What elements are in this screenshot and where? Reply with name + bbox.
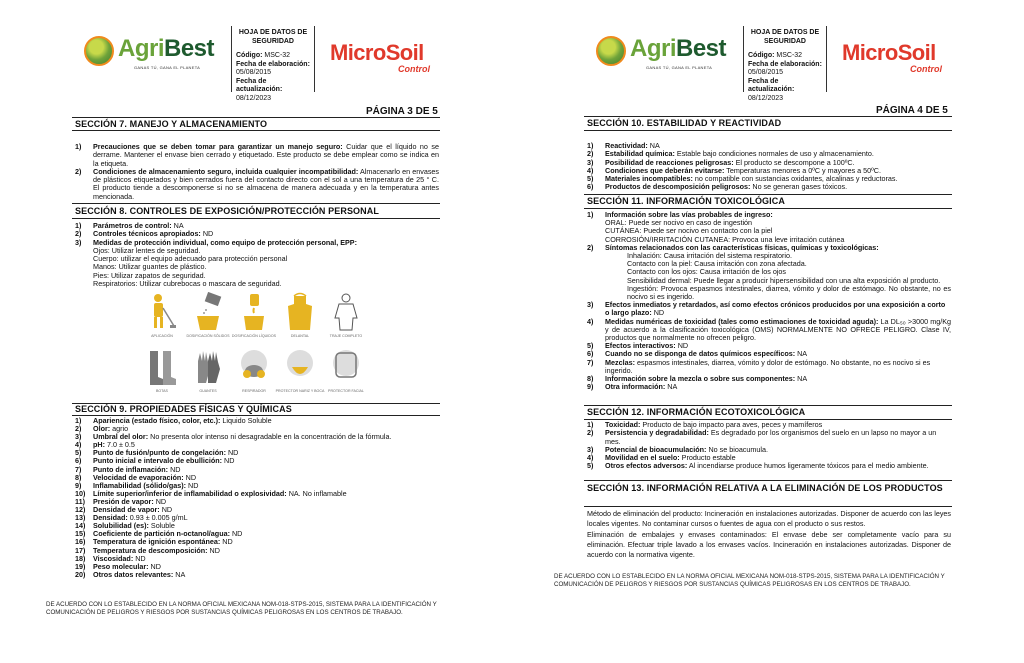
agribest-globe-icon xyxy=(84,36,114,66)
divider xyxy=(72,130,440,131)
list-item: 1) Toxicidad: Producto de bajo impacto para aves, peces y mamíferos xyxy=(587,420,823,429)
list-item: 1) Parámetros de control: NA xyxy=(75,221,184,230)
section-12-content xyxy=(587,421,951,471)
list-item: 18) Viscosidad: ND xyxy=(75,553,146,563)
list-item: 16) Temperatura de ignición espontánea: ND xyxy=(75,537,233,547)
list-item: 6) Cuando no se disponga de datos químicos específicos: NA xyxy=(587,349,808,359)
dosificacion-liquidos-icon: DOSIFICACIÓN LÍQUIDOS xyxy=(232,292,276,344)
list-subitem: Inhalación: Causa irritación del sistema respiratorio. xyxy=(627,251,792,261)
list-item: 2) Controles técnicos apropiados: ND xyxy=(75,229,214,239)
epp-line: Pies: Utilizar zapatos de seguridad. xyxy=(93,270,206,280)
protector-nariz-boca-icon: PROTECTOR NARIZ Y BOCA xyxy=(278,347,322,399)
list-item: 3) Efectos inmediatos y retardados, así como efectos crónicos producidos por una exposición a corto o largo plazo: ND xyxy=(587,300,946,318)
section-10-title: SECCIÓN 10. ESTABILIDAD Y REACTIVIDAD xyxy=(587,118,782,128)
agribest-globe-icon xyxy=(596,36,626,66)
divider xyxy=(72,218,440,219)
list-item: 19) Peso molecular: ND xyxy=(75,561,161,571)
list-item: 6) Punto inicial e intervalo de ebullición: ND xyxy=(75,456,235,466)
section-12-title: SECCIÓN 12. INFORMACIÓN ECOTOXICOLÓGICA xyxy=(587,407,806,417)
divider xyxy=(584,506,952,507)
delantal-icon: DELANTAL xyxy=(278,292,322,344)
section-7-content xyxy=(75,143,439,201)
list-item: 15) Coeficiente de partición n-octanol/agua: ND xyxy=(75,529,243,539)
list-item: 5) Materiales incompatibles: no compatible con sustancias oxidantes, alcalinas y reductoras. xyxy=(587,174,898,184)
list-item: 7) Punto de inflamación: ND xyxy=(75,464,181,474)
page-header xyxy=(596,26,946,102)
list-item: 1) Precauciones que se deben tomar para garantizar un manejo seguro: Cuidar que el líquido no se derrame. Mantener el envase bien cerrado y etiquetado. Este producto se debe emplear como se indica en la etiqueta. xyxy=(75,142,439,168)
list-subitem: CORROSIÓN/IRRITACIÓN CUTANEA: Provoca una leve irritación cutánea xyxy=(605,234,845,244)
protector-facial-icon: PROTECTOR FACIAL xyxy=(324,347,368,399)
list-item: 9) Inflamabilidad (sólido/gas): ND xyxy=(75,480,199,490)
list-subitem: CUTÁNEA: Puede ser nocivo en contacto con la piel xyxy=(605,226,773,236)
section-8-title: SECCIÓN 8. CONTROLES DE EXPOSICIÓN/PROTECCIÓN PERSONAL xyxy=(75,206,379,216)
traje-completo-icon: TRAJE COMPLETO xyxy=(324,292,368,344)
list-item: 2) Persistencia y degradabilidad: Es degradado por los organismos del suelo en un lapso no mayor a un mes. xyxy=(587,428,937,446)
list-item: 4) pH: 7.0 ± 0.5 xyxy=(75,440,135,450)
list-item: 7) Mezclas: espasmos intestinales, diarrea, vómito y dolor de estómago. No obstante, no es nocivo si es ingerido. xyxy=(587,357,931,375)
list-item: 20) Otros datos relevantes: NA xyxy=(75,569,186,579)
divider xyxy=(584,130,952,131)
list-item: 2) Condiciones de almacenamiento seguro, incluida cualquier incompatibilidad: Almacenarlo en envases de plásticos etiquetados y bien cerrados fuera del contacto directo con el sol a una temperatura de 25 ° C. El producto tiende a descomponerse si no se almacena de manera adecuada y en la temperatura antes mencionada. xyxy=(75,166,440,201)
divider xyxy=(584,116,952,117)
list-item: 3) Potencial de bioacumulación: No se bioacumula. xyxy=(587,444,768,454)
section-10-content xyxy=(587,142,951,192)
list-item: 3) Posibilidad de reacciones peligrosas: El producto se descompone a 100ºC. xyxy=(587,157,855,167)
document-info-box: HOJA DE DATOS DE SEGURIDAD Código: MSC-32 Fecha de elaboración: 05/08/2015 Fecha de actualización: 08/12/2023 xyxy=(231,26,315,92)
list-item: 1) Información sobre las vías probables de ingreso: xyxy=(587,210,773,219)
list-item: 3) Medidas de protección individual, como equipo de protección personal, EPP: xyxy=(75,237,357,247)
page-number: PÁGINA 4 DE 5 xyxy=(876,105,948,116)
list-subitem: Contacto con los ojos: Causa irritación de los ojos xyxy=(627,267,787,277)
list-subitem: Ingestión: Provoca espasmos intestinales, diarrea, vómito y dolor de estómago. No obstante, no es nocivo si es ingerido. xyxy=(627,283,951,302)
list-item: 10) Límite superior/inferior de inflamabilidad o explosividad: NA. No inflamable xyxy=(75,488,347,498)
list-item: 14) Solubilidad (es): Soluble xyxy=(75,521,175,531)
microsoil-logo: MicroSoil Control xyxy=(842,40,942,74)
list-item: 2) Síntomas relacionados con las características físicas, químicas y toxicológicas: xyxy=(587,242,879,252)
respirador-icon: RESPIRADOR xyxy=(232,347,276,399)
list-item: 11) Presión de vapor: ND xyxy=(75,496,167,506)
page-number: PÁGINA 3 DE 5 xyxy=(366,106,438,117)
aplicacion-icon: APLICACIÓN xyxy=(140,292,184,344)
list-item: 4) Medidas numéricas de toxicidad (tales como estimaciones de toxicidad aguda): La DL₅₀ >3000 mg/Kg y de acuerdo a la clasificación toxicológica (OMS) NORMALMENTE NO OFRECE PELIGRO. Clase IV, productos que normalmente no ofrecen peligro. xyxy=(587,316,951,343)
section-13-title: SECCIÓN 13. INFORMACIÓN RELATIVA A LA ELIMINACIÓN DE LOS PRODUCTOS xyxy=(587,483,943,493)
document-info-box: HOJA DE DATOS DE SEGURIDAD Código: MSC-32 Fecha de elaboración: 05/08/2015 Fecha de actualización: 08/12/2023 xyxy=(743,26,827,92)
list-subitem: ORAL: Puede ser nocivo en caso de ingestión xyxy=(605,218,753,228)
page-header xyxy=(84,26,434,102)
list-item: 1) Reactividad: NA xyxy=(587,141,660,150)
page-footer: DE ACUERDO CON LO ESTABLECIDO EN LA NORMA OFICIAL MEXICANA NOM-018-STPS-2015, SISTEMA PARA LA IDENTIFICACIÓN Y COMUNICACIÓN DE PELIGROS Y RIESGOS POR SUSTANCIAS QUÍMICAS PELIGROSAS EN LOS CENTROS DE TRABAJO. xyxy=(46,601,437,616)
list-item: 8) Información sobre la mezcla o sobre sus componentes: NA xyxy=(587,374,808,384)
divider xyxy=(584,480,952,481)
epp-line: Ojos: Utilizar lentes de seguridad. xyxy=(93,245,201,255)
list-item: 4) Condiciones que deberán evitarse: Temperaturas menores a 0ºC y mayores a 50ºC. xyxy=(587,165,881,175)
dosificacion-solidos-icon: DOSIFICACIÓN SÓLIDOS xyxy=(186,292,230,344)
list-item: 9) Otra información: NA xyxy=(587,382,678,392)
page-footer: DE ACUERDO CON LO ESTABLECIDO EN LA NORMA OFICIAL MEXICANA NOM-018-STPS-2015, SISTEMA PARA LA IDENTIFICACIÓN Y COMUNICACIÓN DE PELIGROS Y RIESGOS POR SUSTANCIAS QUÍMICAS PELIGROSAS EN LOS CENTROS DE TRABAJO. xyxy=(554,573,945,588)
epp-line: Respiratorios: Utilizar cubrebocas o mascara de seguridad. xyxy=(93,279,282,289)
list-subitem: Contacto con la piel: Causa irritación con zona afectada. xyxy=(627,259,807,269)
list-item: 3) Umbral del olor: No presenta olor intenso ni desagradable en la concentración de la fórmula. xyxy=(75,432,392,442)
list-item: 6) Productos de descomposición peligrosos: No se generan gases tóxicos. xyxy=(587,182,848,192)
paragraph: Método de eliminación del producto: Incineración en instalaciones autorizadas. Disponer de acuerdo con las leyes locales vigentes. No contaminar cursos o fuentes de agua con el producto o sus restos. xyxy=(587,509,951,529)
list-item: 5) Efectos interactivos: ND xyxy=(587,341,689,351)
agribest-logo: AgriBest GANAS TÚ, GANA EL PLANETA xyxy=(84,34,224,74)
list-item: 4) Movilidad en el suelo: Producto estable xyxy=(587,453,736,463)
section-9-content xyxy=(75,417,439,579)
paragraph: Eliminación de embalajes y envases contaminados: El envase debe ser completamente vacío para su eliminación. Efectuar triple lavado a los envases vacíos. Incineración en instalaciones autorizadas. Disponer de acuerdo con la normativa vigente. xyxy=(587,529,951,560)
divider xyxy=(584,405,952,406)
list-item: 2) Olor: agrio xyxy=(75,424,129,434)
section-8-content xyxy=(75,222,439,288)
guantes-icon: GUANTES xyxy=(186,347,230,399)
microsoil-logo: MicroSoil Control xyxy=(330,40,430,74)
epp-line: Cuerpo: utilizar el equipo adecuado para protección personal xyxy=(93,254,288,264)
list-item: 5) Otros efectos adversos: Al incendiarse produce humos ligeramente tóxicos para el medio ambiente. xyxy=(587,461,929,471)
list-item: 12) Densidad de vapor: ND xyxy=(75,505,173,515)
section-11-content xyxy=(587,211,951,391)
list-item: 1) Apariencia (estado físico, color, etc.): Liquido Soluble xyxy=(75,416,272,425)
section-11-title: SECCIÓN 11. INFORMACIÓN TOXICOLÓGICA xyxy=(587,196,785,206)
list-item: 5) Punto de fusión/punto de congelación: ND xyxy=(75,448,239,458)
list-item: 13) Densidad: 0.93 ± 0.005 g/mL xyxy=(75,513,188,523)
divider xyxy=(72,117,440,118)
divider xyxy=(584,208,952,209)
divider xyxy=(72,203,440,204)
section-13-content xyxy=(587,509,951,560)
list-subitem: Sensibilidad dermal: Puede llegar a producir hipersensibilidad con una alta exposición al producto. xyxy=(627,275,941,285)
section-7-title: SECCIÓN 7. MANEJO Y ALMACENAMIENTO xyxy=(75,119,268,129)
divider xyxy=(584,194,952,195)
agribest-logo: AgriBest GANAS TÚ, GANA EL PLANETA xyxy=(596,34,736,74)
botas-icon: BOTAS xyxy=(140,347,184,399)
ppe-pictograms xyxy=(140,292,370,400)
epp-line: Manos: Utilizar guantes de plástico. xyxy=(93,262,207,272)
list-item: 17) Temperatura de descomposición: ND xyxy=(75,545,220,555)
document-page-4 xyxy=(512,0,1024,663)
list-item: 2) Estabilidad química: Estable bajo condiciones normales de uso y almacenamiento. xyxy=(587,149,874,159)
section-9-title: SECCIÓN 9. PROPIEDADES FÍSICAS Y QUÍMICAS xyxy=(75,404,292,414)
list-item: 8) Velocidad de evaporación: ND xyxy=(75,472,197,482)
